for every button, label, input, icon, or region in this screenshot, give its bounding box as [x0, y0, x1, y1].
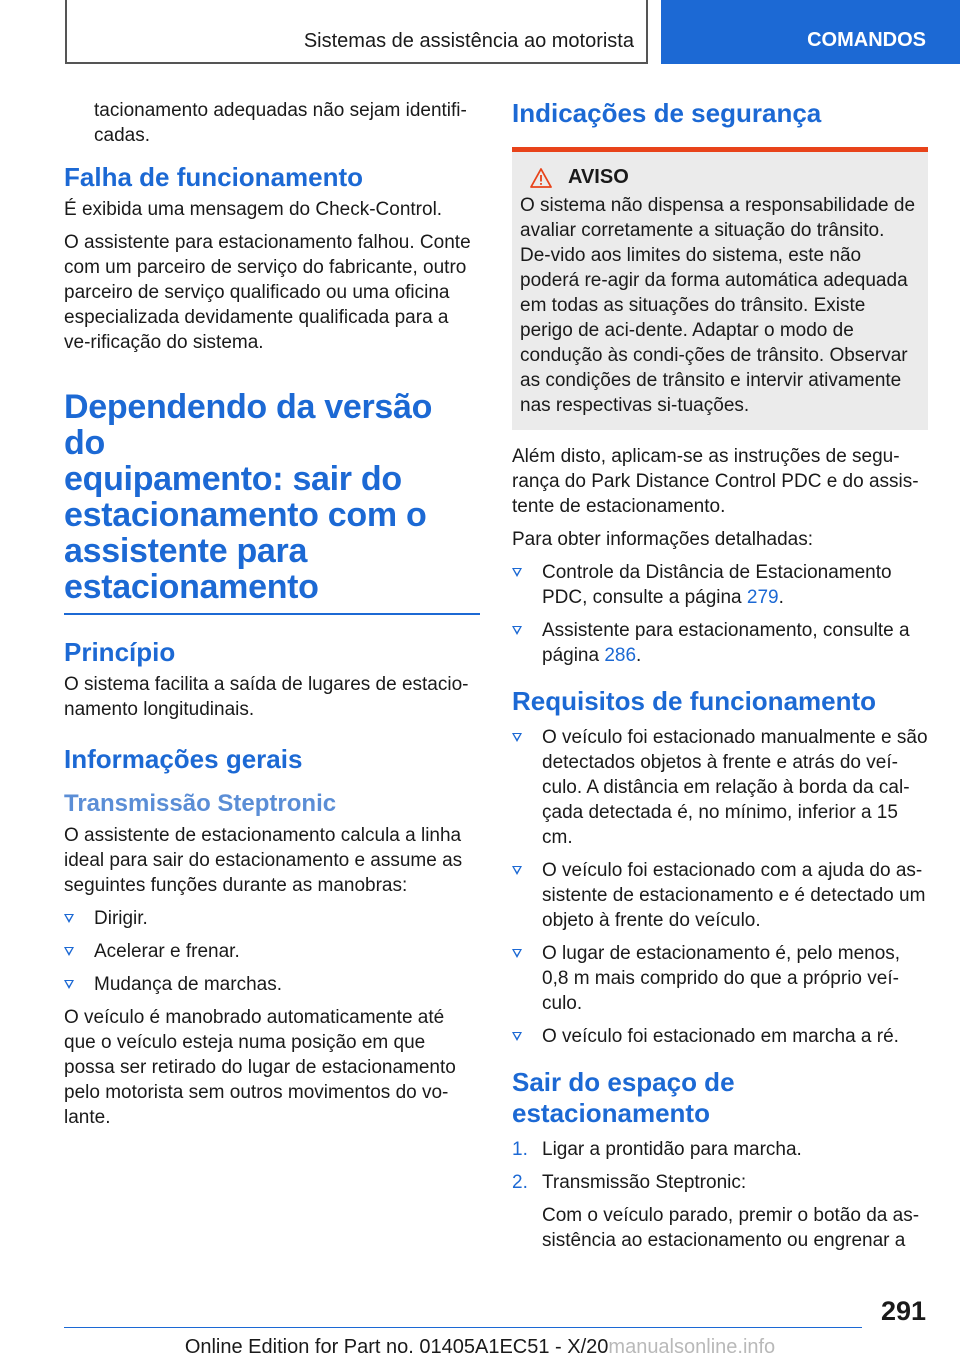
warning-triangle-icon	[530, 168, 552, 188]
footer-edition	[0, 1336, 960, 1359]
step-2-continuation: Com o veículo parado, premir o botão da as-sistência ao estacionamento ou engrenar a	[542, 1205, 920, 1251]
warning-header	[520, 166, 920, 189]
requirements-list	[512, 725, 928, 1049]
triangle-bullet-icon	[512, 866, 522, 875]
heading-requisitos: Requisitos de funcionamento	[512, 686, 877, 716]
alem-paragraph: Além disto, aplicam-se as instruções de segu-rança do Park Distance Control PDC e do assis-tente de estacionamento.	[512, 446, 919, 517]
references-list	[512, 560, 928, 668]
warning-text: O sistema não dispensa a responsabilidade de avaliar corretamente a situação do trânsito. De-vido aos limites do sistema, este não poderá re-agir da forma automática adequada em todas as situações do trânsito. Existe perigo de aci-dente. Adaptar o modo de condução às condi-ções de trânsito. Observar as condições de trânsito e intervir ativamente nas respectivas si-tuações.	[520, 195, 916, 416]
functions-list	[64, 906, 480, 997]
list-item: Assistente para estacionamento, consulte a página 286.	[512, 618, 928, 668]
triangle-bullet-icon	[512, 568, 522, 577]
warning-box	[512, 147, 928, 430]
footer-divider	[64, 1327, 862, 1328]
falha-paragraph-1: É exibida uma mensagem do Check-Control.	[64, 199, 443, 220]
triangle-bullet-icon	[512, 1032, 522, 1041]
final-paragraph: O veículo é manobrado automaticamente até que o veículo esteja numa posição em que possa ser retirado do lugar de estacionamento pelo motorista sem outros movimentos do vo-lante.	[64, 1007, 456, 1128]
page-link-286[interactable]: 286	[604, 645, 637, 666]
list-item: Controle da Distância de Estacionamento PDC, consulte a página 279.	[512, 560, 928, 610]
obter-paragraph: Para obter informações detalhadas:	[512, 529, 814, 550]
main-heading-line-2: equipamento: sair do	[64, 460, 402, 498]
header-title-box	[65, 0, 648, 64]
falha-paragraph-2: O assistente para estacionamento falhou. Conte com um parceiro de serviço do fabricante, outro parceiro de serviço qualificado ou uma oficina especializada devidamente qualificada para a ve-rificação do sistema.	[64, 232, 471, 353]
list-item: Acelerar e frenar.	[64, 939, 480, 964]
triangle-bullet-icon	[512, 949, 522, 958]
heading-informacoes: Informações gerais	[64, 744, 303, 774]
transmissao-paragraph: O assistente de estacionamento calcula a linha ideal para sair do estacionamento e assume as seguintes funções durante as manobras:	[64, 825, 463, 896]
list-item: Mudança de marchas.	[64, 972, 480, 997]
page-link-279[interactable]: 279	[746, 587, 779, 608]
heading-sair: Sair do espaço de estacionamento	[512, 1067, 735, 1128]
main-heading-line-1: Dependendo da versão do	[64, 388, 433, 462]
header-section-label: COMANDOS	[807, 29, 926, 51]
right-column	[512, 98, 928, 1261]
list-item: O veículo foi estacionado em marcha a ré.	[512, 1024, 928, 1049]
main-heading	[64, 389, 480, 615]
principio-paragraph: O sistema facilita a saída de lugares de estacio-namento longitudinais.	[64, 674, 469, 720]
footer-edition-text: Online Edition for Part no. 01405A1EC51 - X/20	[184, 1336, 609, 1358]
triangle-bullet-icon	[64, 947, 74, 956]
step-number: 1.	[512, 1139, 528, 1160]
list-item: Dirigir.	[64, 906, 480, 931]
main-heading-line-3: estacionamento com o	[64, 496, 427, 534]
triangle-bullet-icon	[512, 626, 522, 635]
header-section-tab	[661, 0, 960, 64]
triangle-bullet-icon	[64, 980, 74, 989]
main-heading-line-4: assistente para	[64, 532, 308, 570]
intro-paragraph: tacionamento adequadas não sejam identifi-cadas.	[94, 100, 467, 146]
steps-list	[512, 1137, 928, 1195]
list-item: 1. Ligar a prontidão para marcha.	[512, 1139, 802, 1160]
page-number: 291	[880, 1296, 926, 1326]
heading-seguranca: Indicações de segurança	[512, 98, 822, 128]
main-heading-line-5: estacionamento	[64, 568, 319, 606]
step-number: 2.	[512, 1172, 528, 1193]
left-column	[64, 98, 480, 1138]
heading-transmissao: Transmissão Steptronic	[64, 790, 337, 817]
list-item: 2. Transmissão Steptronic:	[512, 1172, 747, 1193]
warning-title: AVISO	[568, 166, 629, 188]
header-title: Sistemas de assistência ao motorista	[303, 30, 634, 52]
watermark-text: manualsonline.info	[608, 1336, 776, 1358]
list-item: O veículo foi estacionado manualmente e são detectados objetos à frente e atrás do veí-culo. A distância em relação à borda da cal-çada detectada é, no mínimo, inferior a 15 cm.	[512, 725, 928, 850]
triangle-bullet-icon	[64, 914, 74, 923]
heading-principio: Princípio	[64, 637, 176, 667]
triangle-bullet-icon	[512, 733, 522, 742]
list-item: O veículo foi estacionado com a ajuda do as-sistente de estacionamento e é detectado um objeto à frente do veículo.	[512, 858, 928, 933]
list-item: O lugar de estacionamento é, pelo menos, 0,8 m mais comprido do que a próprio veí-culo.	[512, 941, 928, 1016]
heading-falha: Falha de funcionamento	[64, 162, 364, 192]
